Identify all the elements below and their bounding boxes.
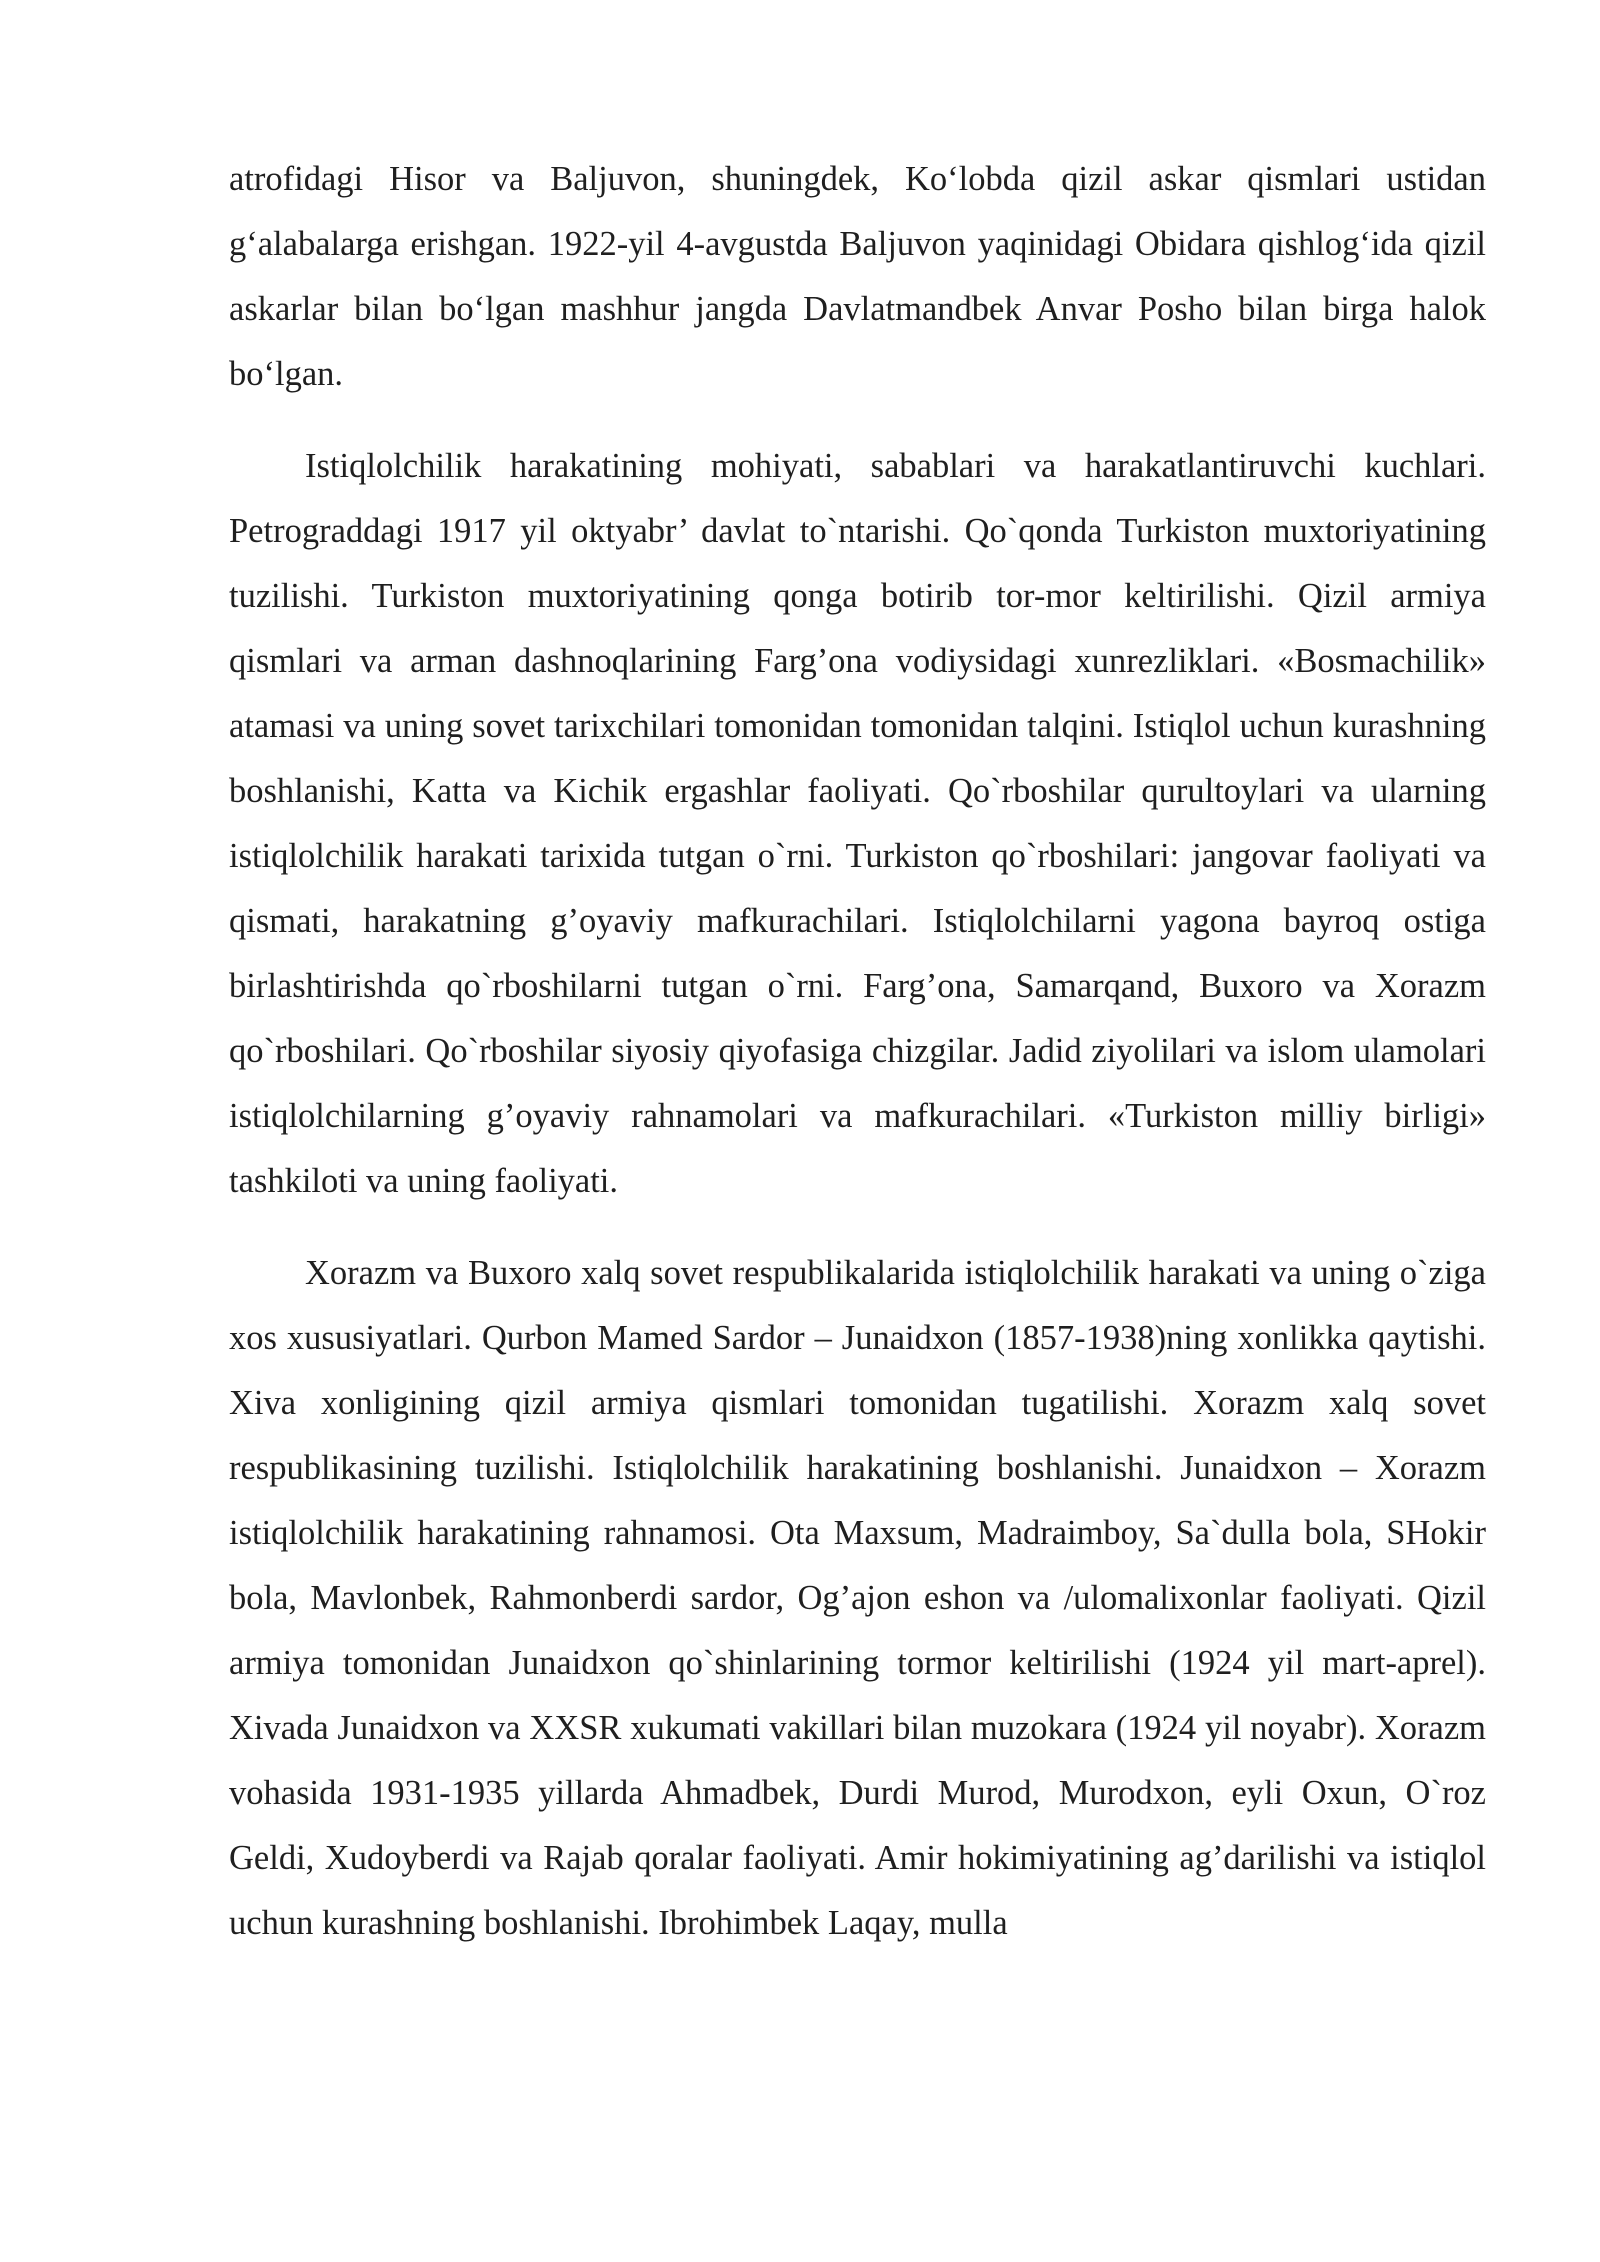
paragraph-3: Xorazm va Buxoro xalq sovet respublikalarida istiqlolchilik harakati va uning o`ziga xos xususiyatlari. Qurbon Mamed Sardor – Junaidxon (1857-1938)ning xonlikka qaytishi. Xiva xonligining qizil armiya qismlari tomonidan tugatilishi. Xorazm xalq sovet respublikasining tuzilishi. Istiqlolchilik harakatining boshlanishi. Junaidxon – Xorazm istiqlolchilik harakatining rahnamosi. Ota Maxsum, Madraimboy, Sa`dulla bola, SHokir bola, Mavlonbek, Rahmonberdi sardor, Og’ajon eshon va /ulomalixonlar faoliyati. Qizil armiya tomonidan Junaidxon qo`shinlarining tormor keltirilishi (1924 yil mart-aprel). Xivada Junaidxon va XXSR xukumati vakillari bilan muzokara (1924 yil noyabr). Xorazm vohasida 1931-1935 yillarda Ahmadbek, Durdi Murod, Murodxon, eyli Oxun, O`roz Geldi, Xudoyberdi va Rajab qoralar faoliyati. Amir hokimiyatining ag’darilishi va istiqlol uchun kurashning boshlanishi. Ibrohimbek Laqay, mulla: [229, 1254, 1486, 1942]
paragraph-2: Istiqlolchilik harakatining mohiyati, sabablari va harakatlantiruvchi kuchlari. Petrograddagi 1917 yil oktyabr’ davlat to`ntarishi. Qo`qonda Turkiston muxtoriyatining tuzilishi. Turkiston muxtoriyatining qonga botirib tor-mor keltirilishi. Qizil armiya qismlari va arman dashnoqlarining Farg’ona vodiysidagi xunrezliklari. «Bosmachilik» atamasi va uning sovet tarixchilari tomonidan tomonidan talqini. Istiqlol uchun kurashning boshlanishi, Katta va Kichik ergashlar faoliyati. Qo`rboshilar qurultoylari va ularning istiqlolchilik harakati tarixida tutgan o`rni. Turkiston qo`rboshilari: jangovar faoliyati va qismati, harakatning g’oyaviy mafkurachilari. Istiqlolchilarni yagona bayroq ostiga birlashtirishda qo`rboshilarni tutgan o`rni. Farg’ona, Samarqand, Buxoro va Xorazm qo`rboshilari. Qo`rboshilar siyosiy qiyofasiga chizgilar. Jadid ziyolilari va islom ulamolari istiqlolchilarning g’oyaviy rahnamolari va mafkurachilari. «Turkiston milliy birligi» tashkiloti va uning faoliyati.: [229, 447, 1486, 1200]
body-text: [229, 147, 1486, 1983]
paragraph-1: atrofidagi Hisor va Baljuvon, shuningdek, Ko‘lobda qizil askar qismlari ustidan g‘alabalarga erishgan. 1922-yil 4-avgustda Baljuvon yaqinidagi Obidara qishlog‘ida qizil askarlar bilan bo‘lgan mashhur jangda Davlatmandbek Anvar Posho bilan birga halok bo‘lgan.: [229, 160, 1486, 393]
